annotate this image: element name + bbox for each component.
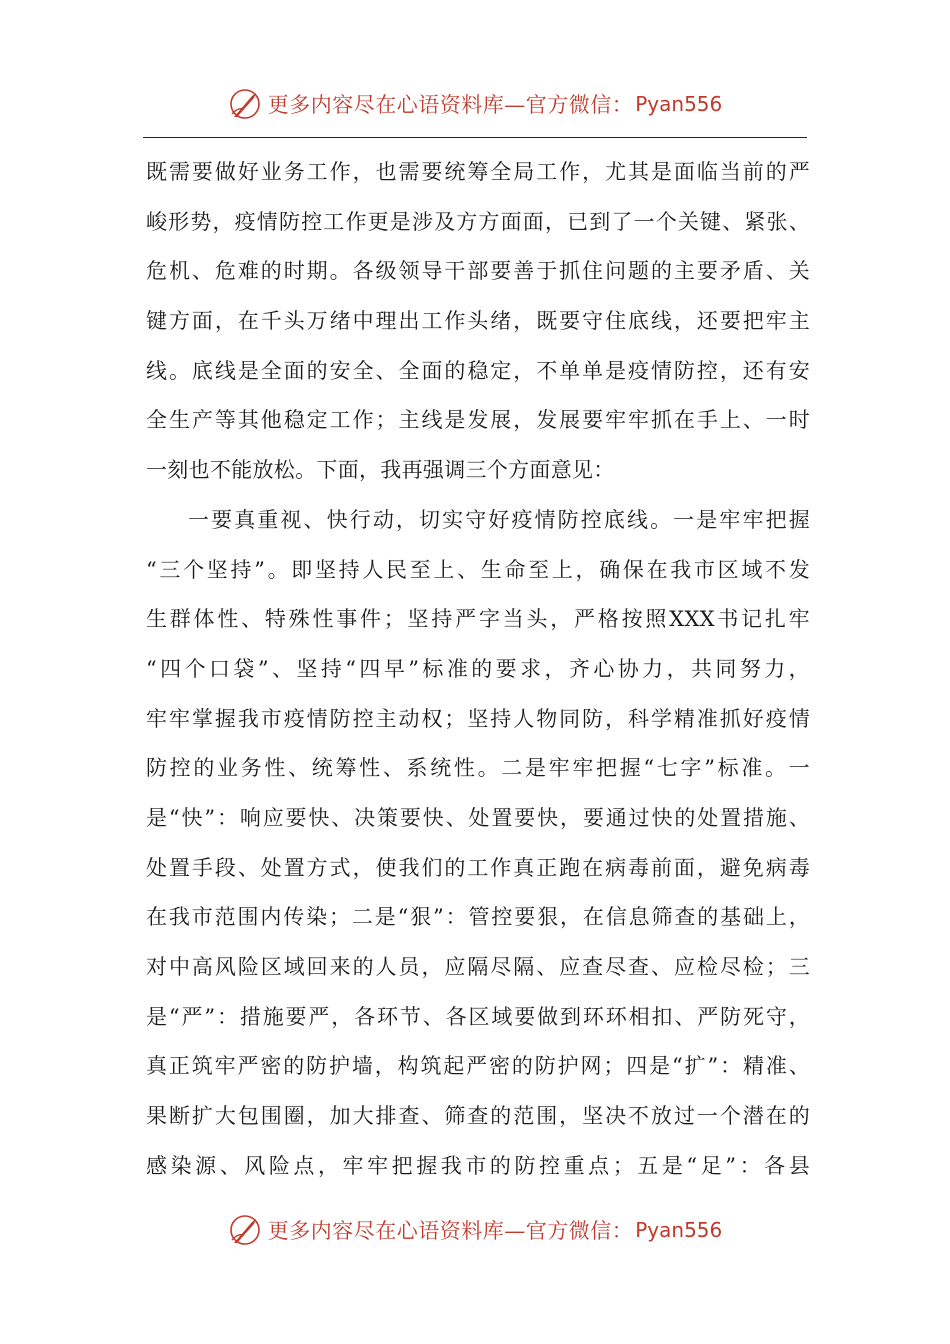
header-banner-text: 更多内容尽在心语资料库—官方微信： xyxy=(267,93,634,117)
footer-banner-text: 更多内容尽在心语资料库—官方微信： xyxy=(267,1219,634,1243)
text-line: 对中高风险区域回来的人员，应隔尽隔、应查尽查、应检尽检；三 xyxy=(146,955,810,979)
quill-pen-icon xyxy=(228,1213,262,1247)
text-line: 全生产等其他稳定工作；主线是发展，发展要牢牢抓在手上、一时 xyxy=(146,408,810,433)
quill-pen-icon xyxy=(228,87,262,121)
text-line: 果断扩大包围圈，加大排查、筛查的范围，坚决不放过一个潜在的 xyxy=(146,1104,810,1129)
text-line: 线。底线是全面的安全、全面的稳定，不单单是疫情防控，还有安 xyxy=(146,358,810,383)
text-line: 牢牢掌握我市疫情防控主动权；坚持人物同防，科学精准抓好疫情 xyxy=(146,706,810,731)
header-banner xyxy=(0,82,950,126)
document-body xyxy=(146,148,810,1191)
text-line: 处置手段、处置方式，使我们的工作真正跑在病毒前面，避免病毒 xyxy=(146,855,810,880)
text-line: “三个坚持”。即坚持人民至上、生命至上，确保在我市区域不发 xyxy=(146,557,810,582)
text-line: 既需要做好业务工作，也需要统筹全局工作，尤其是面临当前的严 xyxy=(146,160,810,184)
paragraph-start-line: 一要真重视、快行动，切实守好疫情防控底线。一是牢牢把握 xyxy=(188,507,810,532)
text-line: “四个口袋”、坚持“四早”标准的要求，齐心协力，共同努力， xyxy=(146,656,810,681)
text-line: 感染源、风险点，牢牢把握我市的防控重点；五是“足”：各县 xyxy=(146,1153,810,1178)
text-line: 在我市范围内传染；二是“狠”：管控要狠，在信息筛查的基础上， xyxy=(146,905,810,930)
text-line: 峻形势，疫情防控工作更是涉及方方面面，已到了一个关键、紧张、 xyxy=(146,209,810,234)
text-line: 一刻也不能放松。下面，我再强调三个方面意见： xyxy=(146,458,615,483)
text-line: 是“严”：措施要严，各环节、各区域要做到环环相扣、严防死守， xyxy=(146,1004,810,1029)
text-line: 防控的业务性、统筹性、系统性。二是牢牢把握“七字”标准。一 xyxy=(146,756,810,781)
footer-banner xyxy=(0,1208,950,1252)
text-line: 危机、危难的时期。各级领导干部要善于抓住问题的主要矛盾、关 xyxy=(146,259,810,284)
text-line: 是“快”：响应要快、决策要快、处置要快，要通过快的处置措施、 xyxy=(146,805,810,830)
text-line: 键方面，在千头万绪中理出工作头绪，既要守住底线，还要把牢主 xyxy=(146,309,810,334)
text-line: 生群体性、特殊性事件；坚持严字当头，严格按照XXX书记扎牢 xyxy=(146,607,810,632)
header-wechat-id: Pyan556 xyxy=(635,92,723,116)
footer-wechat-id: Pyan556 xyxy=(635,1218,723,1242)
header-divider xyxy=(143,137,807,138)
text-line: 真正筑牢严密的防护墙，构筑起严密的防护网；四是“扩”：精准、 xyxy=(146,1054,810,1079)
